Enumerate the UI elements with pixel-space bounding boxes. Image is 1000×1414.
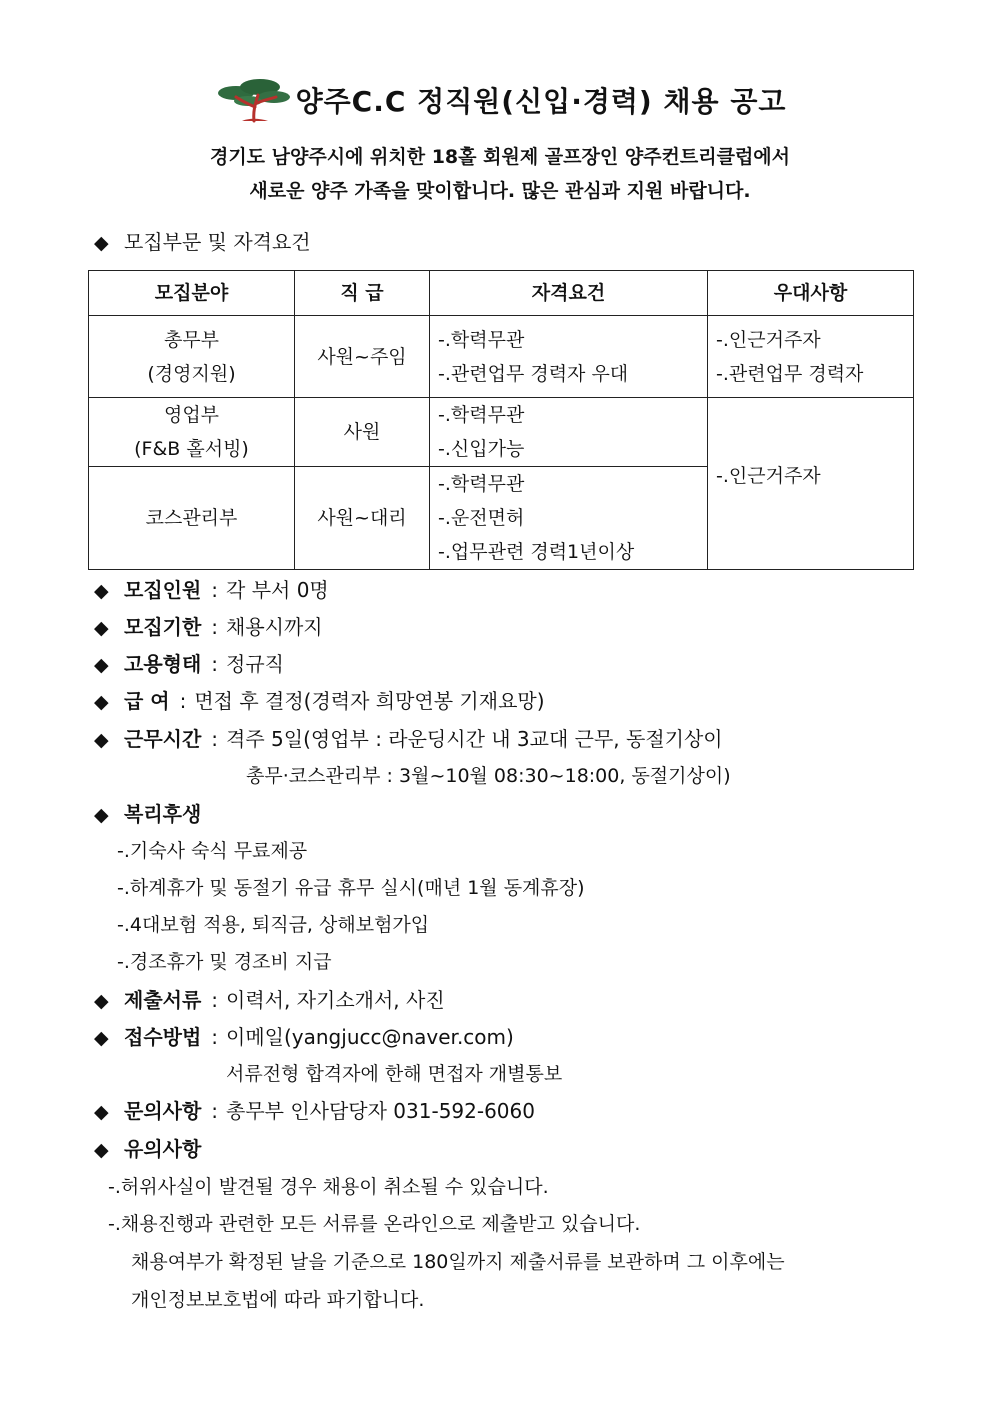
section-recruit-label: 모집부문 및 자격요건: [124, 230, 311, 254]
employment-row: [94, 646, 284, 683]
qual-item: -.업무관련 경력1년이상: [438, 541, 635, 563]
note-item-continuation: 채용여부가 확정된 날을 기준으로 180일까지 제출서류를 보관하며 그 이후에는: [131, 1251, 785, 1273]
salary-row: [94, 683, 545, 720]
documents-value: 이력서, 자기소개서, 사진: [226, 988, 445, 1012]
notes-row: [94, 1131, 201, 1168]
intro-line-2: 새로운 양주 가족을 맞이합니다. 많은 관심과 지원 바랍니다.: [249, 180, 751, 202]
colon: :: [211, 615, 219, 639]
diamond-bullet-icon: ◆: [94, 804, 109, 826]
qual-item: -.신입가능: [438, 438, 525, 460]
quals-cell: [430, 467, 708, 570]
pref-cell: [708, 316, 914, 398]
quals-cell: [430, 316, 708, 398]
dept-name: 영업부: [163, 404, 220, 426]
colon: :: [211, 652, 219, 676]
qual-item: -.학력무관: [438, 404, 525, 426]
dept-sub: (F&B 홀서빙): [134, 438, 249, 460]
diamond-bullet-icon: ◆: [94, 580, 109, 602]
apply-value-line-2: 서류전형 합격자에 한해 면접자 개별통보: [226, 1063, 563, 1085]
notice-title: 양주C.C 정직원(신입·경력) 채용 공고: [295, 85, 787, 118]
dept-sub: (경영지원): [147, 362, 236, 385]
note-item-continuation: 개인정보보호법에 따라 파기합니다.: [131, 1289, 425, 1311]
note-item: -.채용진행과 관련한 모든 서류를 온라인으로 제출받고 있습니다.: [108, 1213, 641, 1235]
hours-value-line-2: 총무·코스관리부 : 3월~10월 08:30~18:00, 동절기상이): [246, 765, 731, 787]
qual-item: -.학력무관: [438, 328, 525, 351]
apply-label: 접수방법: [124, 1025, 202, 1049]
employment-label: 고용형태: [124, 652, 202, 676]
headcount-label: 모집인원: [124, 578, 202, 602]
colon: :: [179, 689, 187, 713]
employment-value: 정규직: [226, 652, 284, 676]
welfare-item: -.경조휴가 및 경조비 지급: [117, 951, 332, 973]
requirements-table: [88, 270, 914, 570]
colon: :: [211, 727, 219, 751]
quals-cell: [430, 398, 708, 467]
header-rank: 직 급: [295, 271, 430, 316]
salary-label: 급 여: [124, 689, 170, 713]
welfare-item: -.기숙사 숙식 무료제공: [117, 840, 308, 862]
header-dept: 모집분야: [89, 271, 295, 316]
header-quals: 자격요건: [430, 271, 708, 316]
diamond-bullet-icon: ◆: [94, 1027, 109, 1049]
table-row: [89, 398, 914, 467]
intro-line-1: 경기도 남양주시에 위치한 18홀 회원제 골프장인 양주컨트리클럽에서: [209, 146, 791, 168]
welfare-item: -.하계휴가 및 동절기 유급 휴무 실시(매년 1월 동계휴장): [117, 877, 585, 899]
colon: :: [211, 988, 219, 1012]
notice-header: [0, 74, 1000, 126]
inquiry-value: 총무부 인사담당자 031-592-6060: [226, 1099, 535, 1123]
pref-item: -.인근거주자: [716, 464, 821, 487]
headcount-value: 각 부서 0명: [226, 578, 329, 602]
rank-cell: 사원: [295, 398, 430, 467]
pref-item: -.관련업무 경력자: [716, 362, 864, 385]
welfare-row: [94, 796, 201, 833]
inquiry-label: 문의사항: [124, 1099, 202, 1123]
colon: :: [211, 1025, 219, 1049]
apply-row: [94, 1019, 514, 1056]
apply-email: 이메일(yangjucc@naver.com): [226, 1025, 514, 1049]
deadline-value: 채용시까지: [226, 615, 323, 639]
hours-label: 근무시간: [124, 727, 202, 751]
rank-cell: 사원~대리: [295, 467, 430, 570]
qual-item: -.학력무관: [438, 473, 525, 495]
colon: :: [211, 578, 219, 602]
welfare-label: 복리후생: [124, 802, 202, 826]
diamond-bullet-icon: ◆: [94, 1101, 109, 1123]
dept-cell: [89, 467, 295, 570]
qual-item: -.운전면허: [438, 507, 525, 529]
note-item: -.허위사실이 발견될 경우 채용이 취소될 수 있습니다.: [108, 1176, 549, 1198]
section-recruit: [94, 224, 311, 261]
deadline-row: [94, 609, 323, 646]
pref-cell-merged: [708, 398, 914, 570]
headcount-row: [94, 572, 329, 609]
diamond-bullet-icon: ◆: [94, 617, 109, 639]
header-pref: 우대사항: [708, 271, 914, 316]
rank-cell: 사원~주임: [295, 316, 430, 398]
colon: :: [211, 1099, 219, 1123]
diamond-bullet-icon: ◆: [94, 990, 109, 1012]
dept-name: 코스관리부: [145, 507, 238, 529]
dept-cell: [89, 398, 295, 467]
pine-tree-logo-icon: [214, 77, 294, 123]
documents-row: [94, 982, 445, 1019]
hours-row: [94, 721, 723, 758]
inquiry-row: [94, 1093, 535, 1130]
pref-item: -.인근거주자: [716, 328, 821, 351]
welfare-item: -.4대보험 적용, 퇴직금, 상해보험가입: [117, 914, 430, 936]
hours-value: 격주 5일(영업부 : 라운딩시간 내 3교대 근무, 동절기상이: [226, 727, 723, 751]
dept-name: 총무부: [163, 328, 220, 351]
diamond-bullet-icon: ◆: [94, 1139, 109, 1161]
deadline-label: 모집기한: [124, 615, 202, 639]
notes-label: 유의사항: [124, 1137, 202, 1161]
diamond-bullet-icon: ◆: [94, 232, 109, 254]
dept-cell: [89, 316, 295, 398]
salary-value: 면접 후 결정(경력자 희망연봉 기재요망): [194, 689, 545, 713]
table-row: [89, 316, 914, 398]
diamond-bullet-icon: ◆: [94, 729, 109, 751]
diamond-bullet-icon: ◆: [94, 691, 109, 713]
diamond-bullet-icon: ◆: [94, 654, 109, 676]
documents-label: 제출서류: [124, 988, 202, 1012]
table-header-row: [89, 271, 914, 316]
qual-item: -.관련업무 경력자 우대: [438, 362, 629, 385]
